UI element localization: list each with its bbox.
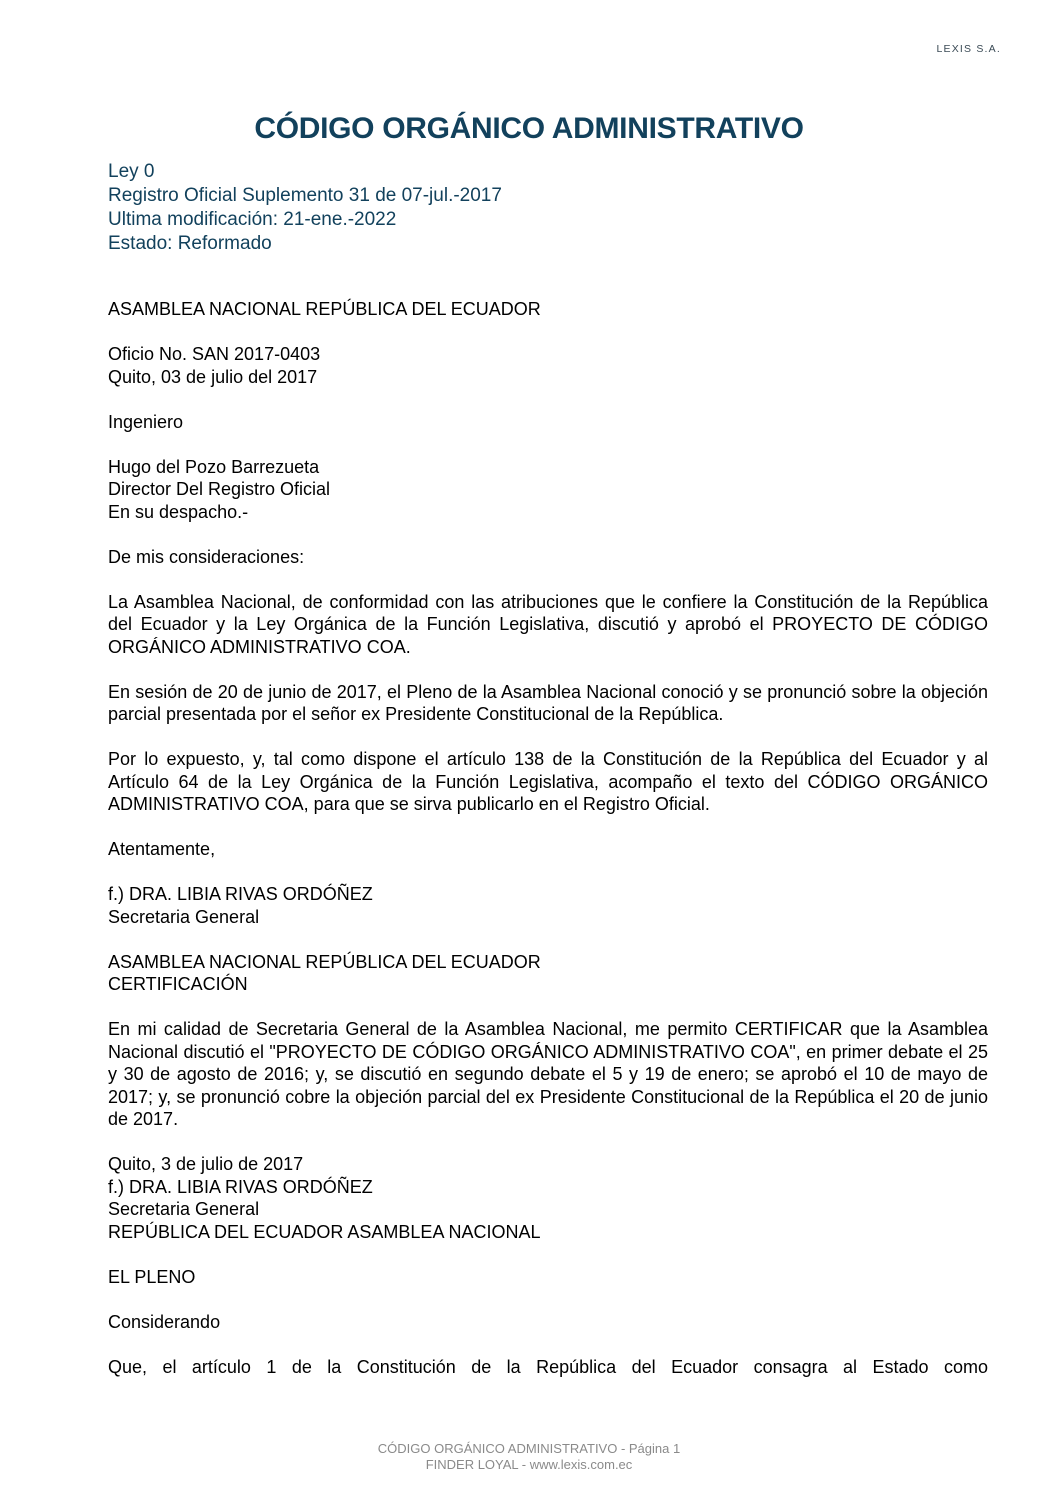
certification-signature [108,1153,988,1243]
greeting: De mis consideraciones: [108,546,305,567]
signatory: f.) DRA. LIBIA RIVAS ORDÓÑEZ [108,884,373,904]
cert-signatory: f.) DRA. LIBIA RIVAS ORDÓÑEZ [108,1176,373,1197]
document-body [108,298,988,1401]
law-number: Ley 0 [108,161,155,182]
closing: Atentamente, [108,839,216,859]
cert-date: Quito, 3 de julio de 2017 [108,1154,304,1174]
office-number: Oficio No. SAN 2017-0403 [108,344,321,364]
last-modified: Ultima modificación: 21-ene.-2022 [108,209,397,230]
paragraph: En sesión de 20 de junio de 2017, el Pleno de la Asamblea Nacional conoció y se pronunció sobre la objeción parcial presentada por el señor ex Presidente Constitucional de la República. [108,681,988,724]
addressee [108,456,988,524]
addressee-name: Hugo del Pozo Barrezueta [108,456,320,477]
considerando-heading: Considerando [108,1311,221,1332]
cert-signatory-role: Secretaria General [108,1199,260,1219]
paragraph: La Asamblea Nacional, de conformidad con las atribuciones que le confiere la Constitución de la República del Ecuador y la Ley Orgánica de la Función Legislativa, discutió y aprobó el PROYECTO DE CÓDIGO ORGÁNICO ADMINISTRATIVO COA. [108,591,988,657]
document-title: CÓDIGO ORGÁNICO ADMINISTRATIVO [254,112,804,145]
addressee-role: Director Del Registro Oficial [108,479,331,499]
footer-page-label: CÓDIGO ORGÁNICO ADMINISTRATIVO - Página 1 [377,1441,681,1456]
signatory-role: Secretaria General [108,906,260,927]
heading-assembly: ASAMBLEA NACIONAL REPÚBLICA DEL ECUADOR [108,299,541,319]
salutation-title: Ingeniero [108,411,184,432]
considerando-paragraph: Que, el artículo 1 de la Constitución de la República del Ecuador consagra al Estado como [108,1356,988,1377]
paragraph: Por lo expuesto, y, tal como dispone el artículo 138 de la Constitución de la República del Ecuador y al Artículo 64 de la Ley Orgánica de la Función Legislativa, acompaño el texto del CÓDIGO ORGÁNICO ADMINISTRATIVO COA, para que se sirva publicarlo en el Registro Oficial. [108,749,988,814]
footer-source: FINDER LOYAL - www.lexis.com.ec [425,1457,633,1472]
signature-block [108,883,988,928]
registro-oficial: Registro Oficial Suplemento 31 de 07-jul.-2017 [108,185,502,206]
certification-heading: ASAMBLEA NACIONAL REPÚBLICA DEL ECUADOR CERTIFICACIÓN [108,951,541,994]
publisher-brand: LEXIS S.A. [936,43,1001,55]
office-reference [108,343,988,388]
cert-institution: REPÚBLICA DEL ECUADOR ASAMBLEA NACIONAL [108,1221,541,1242]
document-metadata [108,160,502,256]
certification-paragraph: En mi calidad de Secretaria General de la Asamblea Nacional, me permito CERTIFICAR que la Asamblea Nacional discutió el "PROYECTO DE CÓDIGO ORGÁNICO ADMINISTRATIVO COA", en primer debate el 25 y 30 de agosto de 2016; y, se discutió en segundo debate el 5 y 19 de enero; se aprobó el 10 de mayo de 2017; y, se pronunció cobre la objeción parcial del ex Presidente Constitucional de la República el 20 de junio de 2017. [108,1019,988,1129]
pleno-heading: EL PLENO [108,1266,196,1287]
addressee-note: En su despacho.- [108,501,249,522]
status: Estado: Reformado [108,233,272,254]
page-footer [0,1441,1058,1473]
office-date: Quito, 03 de julio del 2017 [108,366,318,387]
